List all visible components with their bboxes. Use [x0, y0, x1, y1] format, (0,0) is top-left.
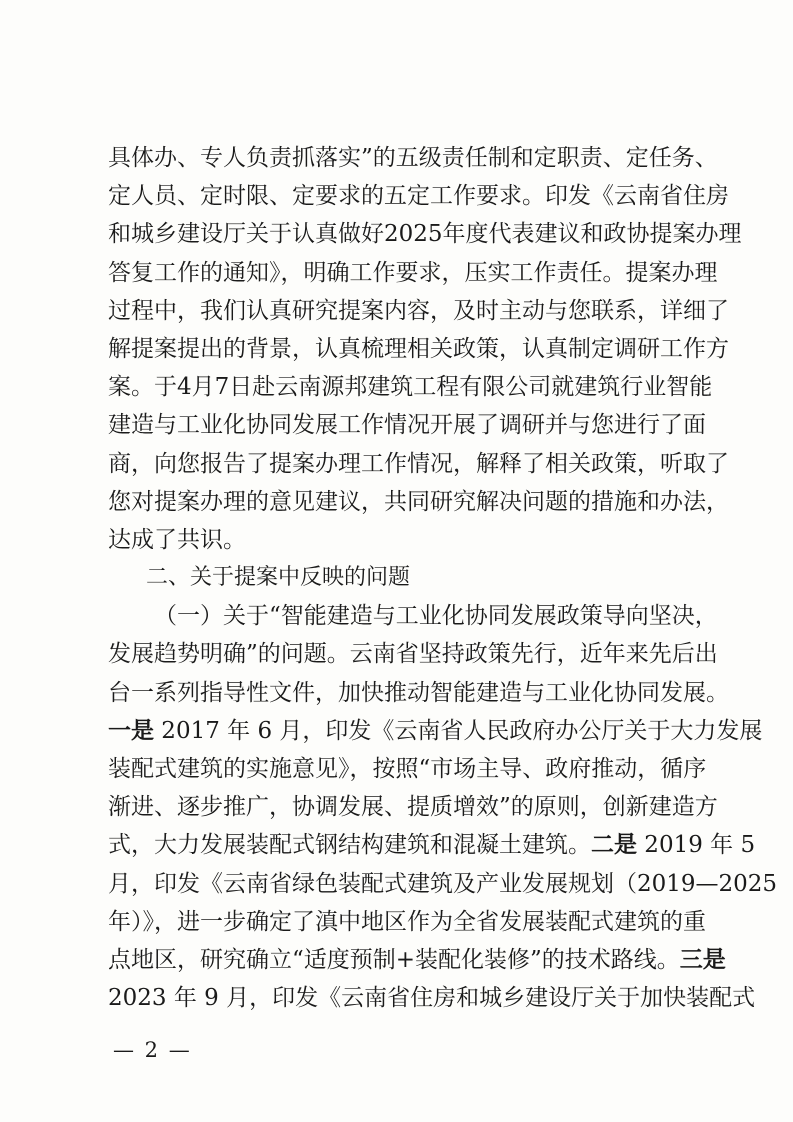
text-segment: 点地区，研究确立“适度预制+装配化装修”的技术路线。	[108, 946, 680, 973]
text-line: 建造与工业化协同发展工作情况开展了调研并与您进行了面	[108, 412, 706, 439]
text-line: 商，向您报告了提案办理工作情况，解释了相关政策，听取了	[108, 450, 729, 477]
text-line: 达成了共识。	[108, 526, 246, 553]
text-segment: 2017 年 6 月，印发《云南省人民政府办公厅关于大力发展	[154, 717, 763, 744]
text-line: 2023 年 9 月，印发《云南省住房和城乡建设厅关于加快装配式	[108, 985, 756, 1012]
emphasis-first: 一是	[108, 716, 154, 744]
text-line	[108, 941, 726, 979]
emphasis-third: 三是	[679, 945, 726, 973]
section-heading: 二、关于提案中反映的问题	[146, 565, 411, 591]
text-line: 年）》，进一步确定了滇中地区作为全省发展装配式建筑的重	[108, 908, 706, 935]
body-text	[108, 139, 778, 1017]
text-line: 月，印发《云南省绿色装配式建筑及产业发展规划（2019—2025	[108, 870, 778, 897]
text-line: 解提案提出的背景，认真梳理相关政策，认真制定调研工作方	[108, 335, 729, 362]
text-line: 渐进、逐步推广，协调发展、提质增效”的原则，创新建造方	[108, 794, 718, 821]
text-line: 具体办、专人负责抓落实”的五级责任制和定职责、定任务、	[108, 145, 718, 171]
page-number: — 2 —	[113, 1038, 192, 1062]
text-segment: 式，大力发展装配式钢结构建筑和混凝土建筑。	[108, 832, 591, 859]
text-line: 您对提案办理的意见建议，共同研究解决问题的措施和办法，	[108, 488, 729, 515]
text-line	[108, 712, 763, 750]
text-line: 定人员、定时限、定要求的五定工作要求。印发《云南省住房	[108, 183, 729, 210]
text-line: 过程中，我们认真研究提案内容，及时主动与您联系，详细了	[108, 297, 729, 324]
text-line: 台一系列指导性文件，加快推动智能建造与工业化协同发展。	[108, 679, 729, 706]
text-line: 和城乡建设厅关于认真做好2025年度代表建议和政协提案办理	[108, 221, 742, 248]
emphasis-second: 二是	[591, 831, 637, 859]
text-line: （一）关于“智能建造与工业化协同发展政策导向坚决，	[154, 603, 718, 630]
text-line: 发展趋势明确”的问题。云南省坚持政策先行，近年来先后出	[108, 641, 718, 668]
text-line: 答复工作的通知》，明确工作要求，压实工作责任。提案办理	[108, 259, 718, 286]
text-segment: 2019 年 5	[637, 832, 756, 859]
text-line: 案。于4月7日赴云南源邦建筑工程有限公司就建筑行业智能	[108, 374, 713, 401]
text-line	[108, 826, 756, 864]
text-line: 装配式建筑的实施意见》，按照“市场主导、政府推动，循序	[108, 756, 707, 782]
